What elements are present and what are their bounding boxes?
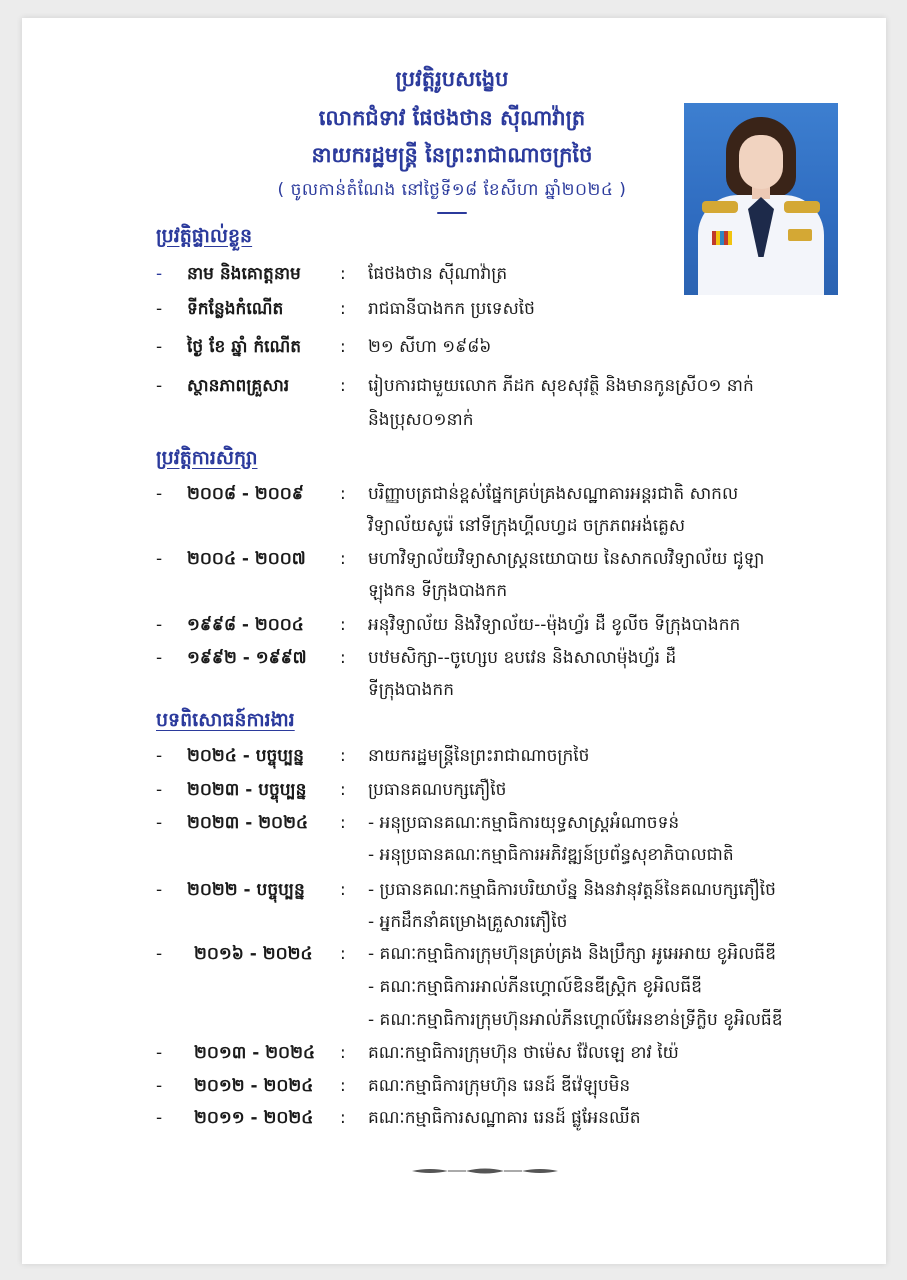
person-name: លោកជំទាវ ផែថងថាន ស៊ីណាវ៉ាត្រ	[318, 106, 586, 130]
label-birthdate: ថ្ងៃ ខែ ឆ្នាំ កំណើត	[187, 337, 302, 357]
value-family-line2: និងប្រុស០១នាក់	[368, 410, 474, 430]
experience-year: ២០២៤ - បច្ចុប្បន្ន	[187, 746, 304, 766]
person-position: នាយករដ្ឋមន្ត្រី នៃព្រះរាជាណាចក្រថៃ	[311, 143, 593, 167]
experience-value: គណៈកម្មាធិការក្រុមហ៊ុន ថាម៉េស វ៉ែលឡេ ខាវ យ៉ៃ	[368, 1043, 679, 1063]
education-year: ១៩៩២ - ១៩៩៧	[187, 648, 307, 668]
education-value: មហាវិទ្យាល័យវិទ្យាសាស្ត្រនយោបាយ នៃសាកលវិទ្យាល័យ ជូឡា	[368, 549, 765, 569]
education-value: បរិញ្ញាបត្រជាន់ខ្ពស់ផ្នែកគ្រប់គ្រងសណ្ឋាគារអន្តរជាតិ សាកល	[368, 484, 739, 504]
experience-year: ២០២៣ - បច្ចុប្បន្ន	[187, 780, 307, 800]
document-title: ប្រវត្តិរូបសង្ខេប	[395, 67, 509, 91]
experience-value: គណៈកម្មាធិការក្រុមហ៊ុន រេនដ៍ ឌីវ៉េឡុបមិន	[368, 1076, 631, 1096]
label-family: ស្ថានភាពគ្រួសារ	[187, 376, 290, 396]
experience-year: ២០១៣ - ២០២៤	[194, 1043, 315, 1063]
experience-year: ២០១២ - ២០២៤	[194, 1076, 314, 1096]
experience-value: - គណៈកម្មាធិការអាល់ភីនហ្គោល៍ឌិនឌីស្ត្រិក ខូអិលធីឌី	[368, 977, 702, 997]
value-birthdate: ២១ សីហា ១៩៨៦	[368, 337, 492, 357]
education-value: អនុវិទ្យាល័យ និងវិទ្យាល័យ--ម៉ុងហ្វ័រ ដឺ ខូលីច ទីក្រុងបាងកក	[368, 615, 741, 635]
section-title-education: ប្រវត្តិការសិក្សា	[156, 447, 258, 469]
section-title-experience: បទពិសោធន៍ការងារ	[156, 709, 295, 731]
experience-year: ២០១៦ - ២០២៤	[194, 944, 313, 964]
experience-value: គណៈកម្មាធិការសណ្ឋាគារ រេនដ៍ ផ្លូអែនឈីត	[368, 1108, 641, 1128]
header-ornament	[437, 212, 467, 214]
value-family: រៀបការជាមួយលោក ភីដក សុខសុវត្ថិ និងមានកូនស្រី០១ នាក់	[368, 376, 754, 396]
education-year: ១៩៩៨ - ២០០៤	[187, 615, 304, 635]
experience-year: ២០២៣ - ២០២៤	[187, 813, 308, 833]
footer-ornament	[410, 1166, 560, 1176]
cv-page: ប្រវត្តិរូបសង្ខេប លោកជំទាវ ផែថងថាន ស៊ីណាវ៉ាត្រ នាយករដ្ឋមន្ត្រី នៃព្រះរាជាណាចក្រថៃ ( ចូលកាន់តំណែង នៅថ្ងៃទី១៨ ខែសីហា ឆ្នាំ២០២៤ ) ប្រវត្តិផ្ទាល់ខ្លួន - នាម និងគោត្តនាម : ផែថងថាន ស៊ីណាវ៉ាត្រ - ទីកន្លែងកំណើត : រាជធានីបាងកក ប្រទេសថៃ - ថ្ងៃ ខែ ឆ្នាំ កំណើត : ២១ សីហា ១៩៨៦ - ស្ថានភាពគ្រួសារ : រៀបការជាមួយលោក ភីដក សុខសុវត្ថិ និងមានកូនស្រី០១ នាក់ និងប្រុស០១នាក់ ប្រវត្តិការសិក្សា - ២០០៨ - ២០០៩ : បរិញ្ញាបត្រជាន់ខ្ពស់ផ្នែកគ្រប់គ្រងសណ្ឋាគារអន្តរជាតិ សាកល វិទ្យាល័យសូរ៉េ នៅទីក្រុងហ្គីលហ្វដ ចក្រភពអង់គ្លេស - ២០០៤ - ២០០៧ : មហាវិទ្យាល័យវិទ្យាសាស្ត្រនយោបាយ នៃសាកលវិទ្យាល័យ ជូឡា ឡុងកន ទីក្រុងបាងកក - ១៩៩៨ - ២០០៤ : អនុវិទ្យាល័យ និងវិទ្យាល័យ--ម៉ុងហ្វ័រ ដឺ ខូលីច ទីក្រុងបាងកក - ១៩៩២ - ១៩៩៧ : បឋមសិក្សា--ចូហ្សេប ឧបវេន និងសាលាម៉ុងហ្វ័រ ដឺ ទីក្រុងបាងកក បទពិសោធន៍ការងារ - ២០២៤ - បច្ចុប្បន្ន : នាយករដ្ឋមន្ត្រីនៃព្រះរាជាណាចក្រថៃ - ២០២៣ - បច្ចុប្បន្ន : ប្រធានគណបក្សភឿថៃ - ២០២៣ - ២០២៤ : - អនុប្រធានគណៈកម្មាធិការយុទ្ធសាស្ត្រអំណាចទន់ - អនុប្រធានគណៈកម្មាធិការអភិវឌ្ឍន៍ប្រព័ន្ធសុខាភិបាលជាតិ - ២០២២ - បច្ចុប្បន្ន : - ប្រធានគណៈកម្មាធិការបរិយាប័ន្ន និងនវានុវត្តន៍នៃគណបក្សភឿថៃ - អ្នកដឹកនាំគម្រោងគ្រួសារភឿថៃ - ២០១៦ - ២០២៤ : - គណៈកម្មាធិការក្រុមហ៊ុនគ្រប់គ្រង និងប្រឹក្សា អូអេអាយ ខូអិលធីឌី - គណៈកម្មាធិការអាល់ភីនហ្គោល៍ឌិនឌីស្ត្រិក ខូអិលធីឌី - គណៈកម្មាធិការក្រុមហ៊ុនអាល់ភីនហ្គោល៍អែនខាន់ទ្រីក្លិប ខូអិលធីឌី - ២០១៣ - ២០២៤ : គណៈកម្មាធិការក្រុមហ៊ុន ថាម៉េស វ៉ែលឡេ ខាវ យ៉ៃ - ២០១២ - ២០២៤ : គណៈកម្មាធិការក្រុមហ៊ុន រេនដ៍ ឌីវ៉េឡុបមិន - ២០១១ - ២០២៤ : គណៈកម្មាធិការសណ្ឋាគារ រេនដ៍ ផ្លូអែនឈីត	[22, 18, 886, 1264]
experience-value: ប្រធានគណបក្សភឿថៃ	[368, 780, 507, 800]
section-title-personal: ប្រវត្តិផ្ទាល់ខ្លួន	[156, 225, 253, 247]
appointment-date: ( ចូលកាន់តំណែង នៅថ្ងៃទី១៨ ខែសីហា ឆ្នាំ២០២៤ )	[277, 180, 627, 200]
experience-value: - អ្នកដឹកនាំគម្រោងគ្រួសារភឿថៃ	[368, 912, 568, 932]
experience-value: នាយករដ្ឋមន្ត្រីនៃព្រះរាជាណាចក្រថៃ	[368, 746, 590, 766]
education-year: ២០០៤ - ២០០៧	[187, 549, 306, 569]
experience-year: ២០២២ - បច្ចុប្បន្ន	[187, 880, 305, 900]
value-name: ផែថងថាន ស៊ីណាវ៉ាត្រ	[368, 264, 508, 284]
label-name: នាម និងគោត្តនាម	[187, 264, 301, 284]
education-value-line2: វិទ្យាល័យសូរ៉េ នៅទីក្រុងហ្គីលហ្វដ ចក្រភពអង់គ្លេស	[368, 516, 686, 536]
experience-value: - អនុប្រធានគណៈកម្មាធិការអភិវឌ្ឍន៍ប្រព័ន្ធសុខាភិបាលជាតិ	[368, 845, 734, 865]
experience-value: - ប្រធានគណៈកម្មាធិការបរិយាប័ន្ន និងនវានុវត្តន៍នៃគណបក្សភឿថៃ	[368, 880, 776, 900]
experience-value: - គណៈកម្មាធិការក្រុមហ៊ុនគ្រប់គ្រង និងប្រឹក្សា អូអេអាយ ខូអិលធីឌី	[368, 944, 776, 964]
education-year: ២០០៨ - ២០០៩	[187, 484, 304, 504]
education-value: បឋមសិក្សា--ចូហ្សេប ឧបវេន និងសាលាម៉ុងហ្វ័រ ដឺ	[368, 648, 677, 668]
experience-value: - គណៈកម្មាធិការក្រុមហ៊ុនអាល់ភីនហ្គោល៍អែនខាន់ទ្រីក្លិប ខូអិលធីឌី	[368, 1010, 783, 1030]
experience-value: - អនុប្រធានគណៈកម្មាធិការយុទ្ធសាស្ត្រអំណាចទន់	[368, 813, 680, 833]
education-value-line2: ទីក្រុងបាងកក	[368, 680, 454, 700]
education-value-line2: ឡុងកន ទីក្រុងបាងកក	[368, 581, 508, 601]
experience-year: ២០១១ - ២០២៤	[194, 1108, 314, 1128]
label-birthplace: ទីកន្លែងកំណើត	[187, 299, 284, 319]
value-birthplace: រាជធានីបាងកក ប្រទេសថៃ	[368, 299, 535, 319]
